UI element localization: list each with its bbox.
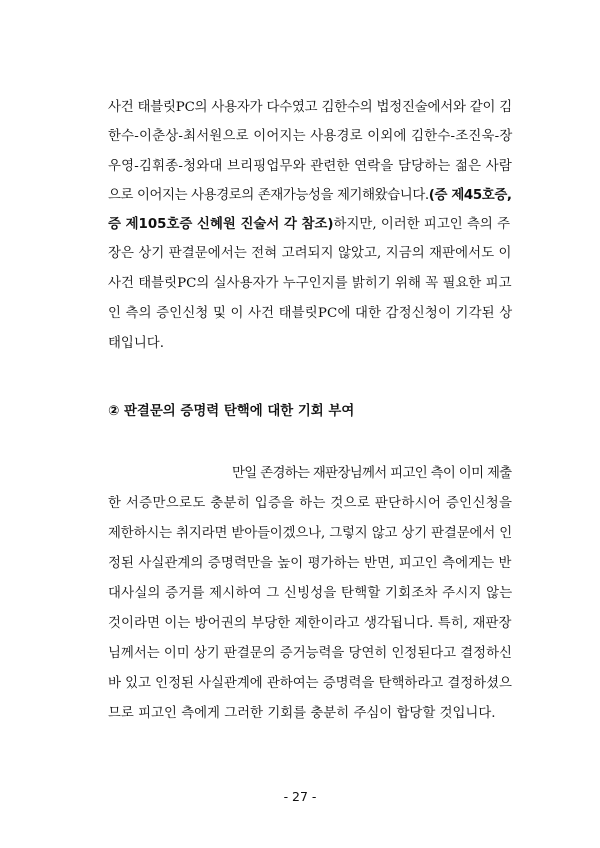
paragraph-1-line-5 — [108, 216, 512, 234]
text: 사건 태블릿PC의 사용자가 다수였고 김한수의 법정진술에서와 같이 김 — [108, 100, 513, 115]
reference-bold: (증 제45호증, — [428, 188, 512, 203]
text: 정된 사실관계의 증명력만을 높이 평가하는 반면, 피고인 측에게는 반 — [108, 556, 512, 571]
text: 만일 존경하는 재판장님께서 피고인 측이 이미 제출 — [232, 466, 512, 481]
section-heading: ② 판결문의 증명력 탄핵에 대한 기회 부여 — [108, 404, 355, 419]
text: 바 있고 인정된 사실관계에 관하여는 증명력을 탄핵하라고 결정하셨으 — [108, 676, 512, 691]
text: 으로 이어지는 사용경로의 존재가능성을 제기해왔습니다. — [108, 188, 429, 203]
paragraph-1-line-7 — [108, 275, 512, 293]
paragraph-2-line-8 — [108, 675, 512, 693]
paragraph-1-line-3 — [108, 158, 512, 176]
text: 대사실의 증거를 제시하여 그 신빙성을 탄핵할 기회조차 주시지 않는 — [108, 586, 513, 601]
text: 하지만, 이러한 피고인 측의 주 — [333, 217, 511, 232]
paragraph-2-line-4 — [108, 555, 512, 573]
paragraph-2-line-5 — [108, 585, 512, 603]
paragraph-2-line-7 — [108, 645, 512, 663]
text: 사건 태블릿PC의 실사용자가 누구인지를 밝히기 위해 꼭 필요한 피고 — [108, 276, 512, 291]
page-number: - 27 - — [283, 789, 317, 804]
paragraph-1-line-6 — [108, 245, 512, 263]
paragraph-2-line-6 — [108, 615, 512, 633]
paragraph-1-line-2 — [108, 128, 512, 146]
text: 한 서증만으로도 충분히 입증을 하는 것으로 판단하시어 증인신청을 — [108, 496, 513, 511]
paragraph-1-line-9 — [108, 335, 512, 353]
paragraph-2-line-2 — [108, 495, 512, 513]
paragraph-1-line-4 — [108, 187, 512, 205]
text: 태입니다. — [108, 336, 164, 351]
text: 므로 피고인 측에게 그러한 기회를 충분히 주심이 합당할 것입니다. — [108, 706, 496, 721]
paragraph-1-line-8 — [108, 305, 512, 323]
text: 제한하시는 취지라면 받아들이겠으나, 그렇지 않고 상기 판결문에서 인 — [108, 526, 513, 541]
paragraph-2-line-9 — [108, 705, 512, 723]
text: 한수-이춘상-최서원으로 이어지는 사용경로 이외에 김한수-조진욱-장 — [108, 129, 513, 144]
reference-bold: 증 제105호증 신혜원 진술서 각 참조) — [108, 217, 334, 232]
text: 님께서는 이미 상기 판결문의 증거능력을 당연히 인정된다고 결정하신 — [108, 646, 512, 661]
paragraph-1-line-1 — [108, 99, 512, 117]
text: 것이라면 이는 방어권의 부당한 제한이라고 생각됩니다. 특히, 재판장 — [108, 616, 512, 631]
text: 장은 상기 판결문에서는 전혀 고려되지 않았고, 지금의 재판에서도 이 — [108, 246, 512, 261]
text: 인 측의 증인신청 및 이 사건 태블릿PC에 대한 감정신청이 기각된 상 — [108, 306, 513, 321]
text: 우영-김휘종-청와대 브리핑업무와 관련한 연락을 담당하는 젊은 사람 — [108, 159, 512, 174]
paragraph-2-line-1 — [232, 465, 512, 483]
paragraph-2-line-3 — [108, 525, 512, 543]
